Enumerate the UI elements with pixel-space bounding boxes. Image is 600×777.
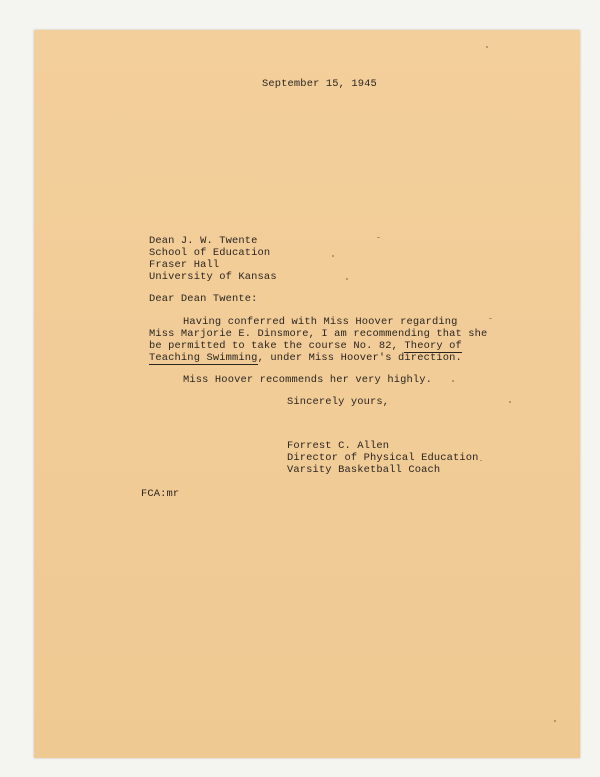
signature-line: Director of Physical Education [287, 452, 479, 464]
letter-page [34, 30, 580, 758]
course-title-underlined: Teaching Swimming [149, 352, 258, 364]
address-line: School of Education [149, 247, 271, 259]
typist-initials: FCA:mr [141, 488, 180, 500]
body-line: Miss Marjorie E. Dinsmore, I am recommending that she [149, 328, 488, 340]
paper-speck [377, 237, 380, 238]
paper-speck [452, 380, 454, 382]
body-line [149, 340, 462, 353]
address-line: University of Kansas [149, 271, 277, 283]
course-title-underlined: Theory of [404, 340, 462, 352]
paper-speck [332, 255, 334, 257]
body-paragraph-2: Miss Hoover recommends her very highly. [183, 374, 433, 386]
body-text: , under Miss Hoover's direction. [257, 352, 462, 364]
letter-date: September 15, 1945 [262, 78, 377, 90]
body-line: Having conferred with Miss Hoover regarding [183, 316, 458, 328]
signature-line: Forrest C. Allen [287, 440, 390, 452]
paper-speck [509, 401, 511, 403]
address-line: Dean J. W. Twente [149, 235, 258, 247]
paper-speck [554, 720, 556, 722]
paper-speck [489, 318, 492, 319]
body-text: be permitted to take the course No. 82, [149, 340, 405, 352]
signature-line: Varsity Basketball Coach [287, 464, 441, 476]
paper-speck [480, 460, 482, 461]
address-line: Fraser Hall [149, 259, 220, 271]
paper-speck [486, 46, 488, 48]
body-line [149, 352, 462, 365]
salutation: Dear Dean Twente: [149, 293, 258, 305]
paper-speck [346, 278, 348, 280]
closing: Sincerely yours, [287, 396, 390, 408]
